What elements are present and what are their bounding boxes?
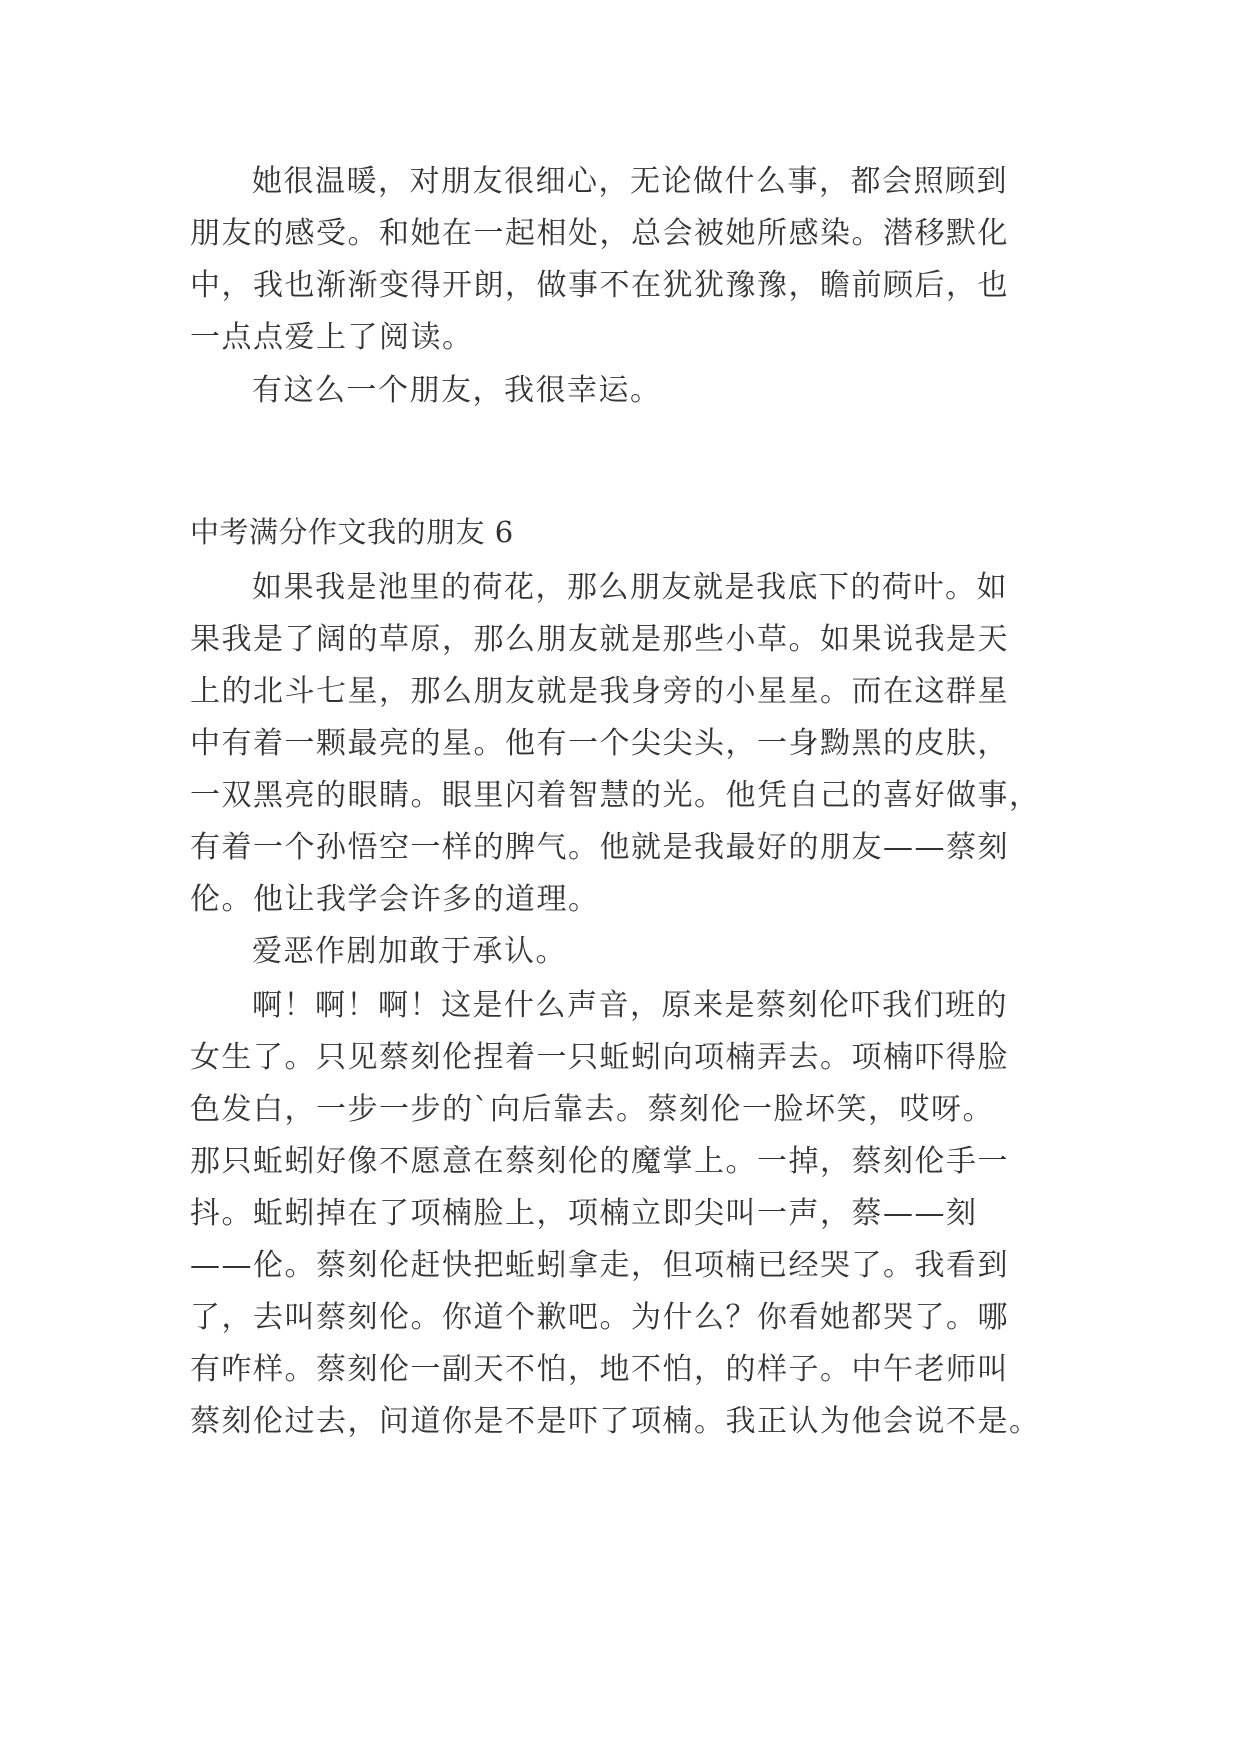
paragraph-3-line-3: 上的北斗七星，那么朋友就是我身旁的小星星。而在这群星 [190,674,1009,709]
paragraph-3-line-1: 如果我是池里的荷花，那么朋友就是我底下的荷叶。如 [252,570,1008,605]
paragraph-3-line-5: 一双黑亮的眼睛。眼里闪着智慧的光。他凭自己的喜好做事， [190,778,1041,813]
paragraph-5-line-3: 色发白，一步一步的`向后靠去。蔡刻伦一脸坏笑，哎呀。 [190,1092,994,1127]
section-title: 中考满分作文我的朋友 6 [190,515,514,549]
paragraph-5-line-7: 了，去叫蔡刻伦。你道个歉吧。为什么？你看她都哭了。哪 [190,1300,1009,1335]
paragraph-5-line-6: ——伦。蔡刻伦赶快把蚯蚓拿走，但项楠已经哭了。我看到 [190,1248,1009,1283]
paragraph-1-line-4: 一点点爱上了阅读。 [190,320,474,355]
paragraph-3-line-2: 果我是了阔的草原，那么朋友就是那些小草。如果说我是天 [190,622,1009,657]
paragraph-2-line-1: 有这么一个朋友，我很幸运。 [252,373,662,408]
paragraph-3-line-6: 有着一个孙悟空一样的脾气。他就是我最好的朋友——蔡刻 [190,830,1009,865]
paragraph-5-line-1: 啊！啊！啊！这是什么声音，原来是蔡刻伦吓我们班的 [252,988,1008,1023]
paragraph-5-line-9: 蔡刻伦过去，问道你是不是吓了项楠。我正认为他会说不是。 [190,1404,1041,1439]
paragraph-5-line-4: 那只蚯蚓好像不愿意在蔡刻伦的魔掌上。一掉，蔡刻伦手一 [190,1144,1009,1179]
paragraph-3-line-7: 伦。他让我学会许多的道理。 [190,882,600,917]
paragraph-1-line-1: 她很温暖，对朋友很细心，无论做什么事，都会照顾到 [252,164,1008,199]
paragraph-5-line-5: 抖。蚯蚓掉在了项楠脸上，项楠立即尖叫一声，蔡——刻 [190,1196,978,1231]
paragraph-5-line-8: 有咋样。蔡刻伦一副天不怕，地不怕，的样子。中午老师叫 [190,1352,1009,1387]
paragraph-1-line-2: 朋友的感受。和她在一起相处，总会被她所感染。潜移默化 [190,216,1009,251]
paragraph-4-line-1: 爱恶作剧加敢于承认。 [252,934,567,969]
paragraph-3-line-4: 中有着一颗最亮的星。他有一个尖尖头，一身黝黑的皮肤， [190,726,1009,761]
paragraph-5-line-2: 女生了。只见蔡刻伦捏着一只蚯蚓向项楠弄去。项楠吓得脸 [190,1040,1009,1075]
paragraph-1-line-3: 中，我也渐渐变得开朗，做事不在犹犹豫豫，瞻前顾后，也 [190,268,1009,303]
